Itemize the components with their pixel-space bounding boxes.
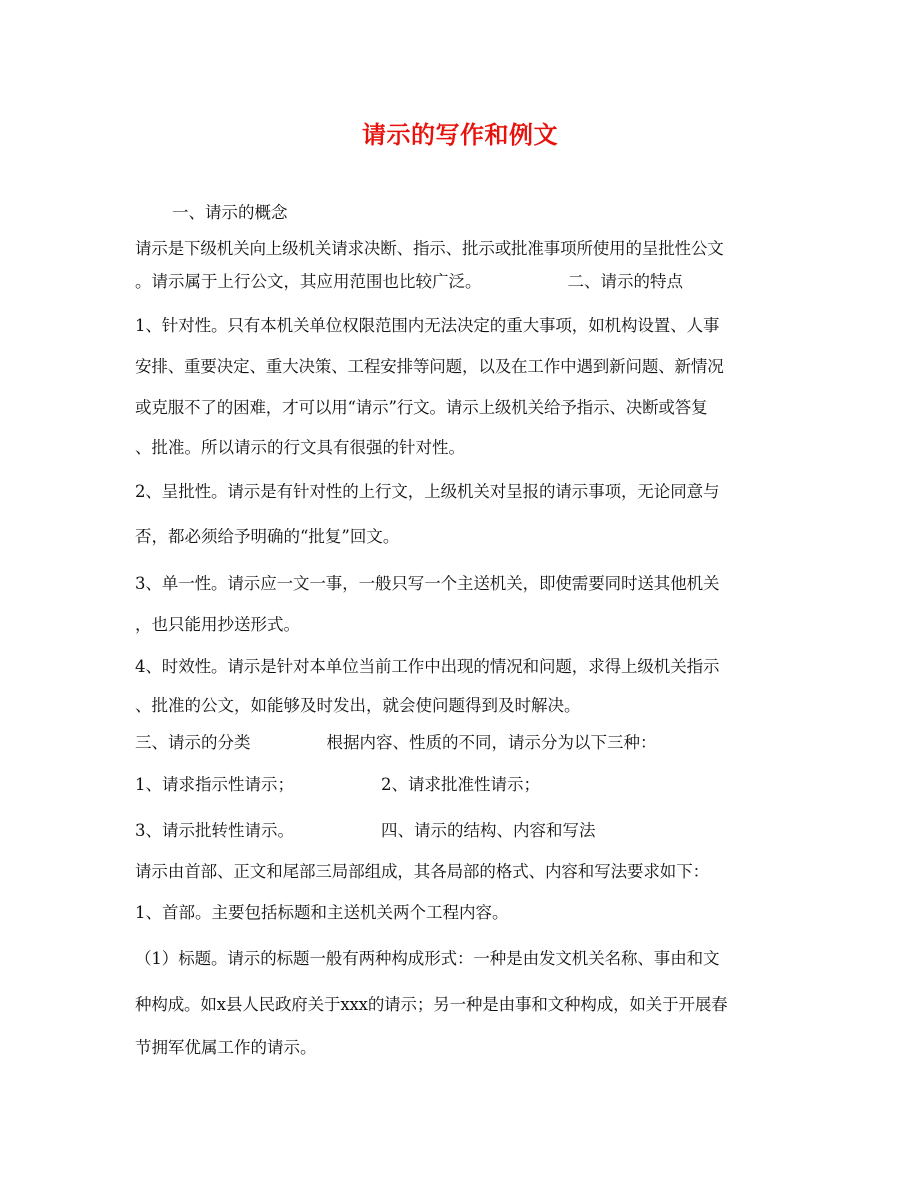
classification-item-3: 3、请示批转性请示。 <box>135 821 294 840</box>
paragraph-line: 1、首部。主要包括标题和主送机关两个工程内容。 <box>135 903 509 922</box>
classification-item-2: 2、请求批准性请示； <box>381 775 540 794</box>
heading-classification: 三、请示的分类 <box>135 733 251 752</box>
paragraph-line: （1）标题。请示的标题一般有两种构成形式：一种是由发文机关名称、事由和文 <box>135 949 720 968</box>
paragraph-line: 、批准。所以请示的行文具有很强的针对性。 <box>135 438 465 457</box>
paragraph-line: 节拥军优属工作的请示。 <box>135 1038 317 1057</box>
paragraph-line: 1、针对性。只有本机关单位权限范围内无法决定的重大事项，如机构设置、人事 <box>135 316 720 335</box>
paragraph-line: 请示是下级机关向上级机关请求决断、指示、批示或批准事项所使用的呈批性公文 <box>135 239 724 258</box>
heading-concept: 一、请示的概念 <box>172 203 288 222</box>
paragraph-line <box>135 270 795 294</box>
paragraph-line: 种构成。如x县人民政府关于xxx的请示；另一种是由事和文种构成，如关于开展春 <box>135 995 728 1014</box>
paragraph-line-text: 。请示属于上行公文，其应用范围也比较广泛。 <box>135 272 482 291</box>
paragraph-line: ，也只能用抄送形式。 <box>135 615 300 634</box>
paragraph-line <box>135 731 795 755</box>
document-title: 请示的写作和例文 <box>362 120 558 149</box>
heading-structure: 四、请示的结构、内容和写法 <box>381 821 596 840</box>
paragraph-line: 请示由首部、正文和尾部三局部组成，其各局部的格式、内容和写法要求如下： <box>135 862 710 881</box>
paragraph-line: 否，都必须给予明确的“批复”回文。 <box>135 527 400 546</box>
classification-item-1: 1、请求指示性请示； <box>135 775 294 794</box>
paragraph-line: 3、单一性。请示应一文一事，一般只写一个主送机关，即使需要同时送其他机关 <box>135 574 720 593</box>
paragraph-line: 或克服不了的困难，才可以用“请示”行文。请示上级机关给予指示、决断或答复 <box>135 398 708 417</box>
paragraph-line <box>135 773 795 797</box>
paragraph-line: 4、时效性。请示是针对本单位当前工作中出现的情况和问题，求得上级机关指示 <box>135 657 720 676</box>
paragraph-line: 安排、重要决定、重大决策、工程安排等问题，以及在工作中遇到新问题、新情况 <box>135 357 724 376</box>
heading-features: 二、请示的特点 <box>567 272 683 291</box>
paragraph-line <box>135 819 795 843</box>
classification-intro: 根据内容、性质的不同，请示分为以下三种： <box>326 733 657 752</box>
paragraph-line: 、批准的公文，如能够及时发出，就会使问题得到及时解决。 <box>135 696 581 715</box>
paragraph-line: 2、呈批性。请示是有针对性的上行文，上级机关对呈报的请示事项，无论同意与 <box>135 482 720 501</box>
